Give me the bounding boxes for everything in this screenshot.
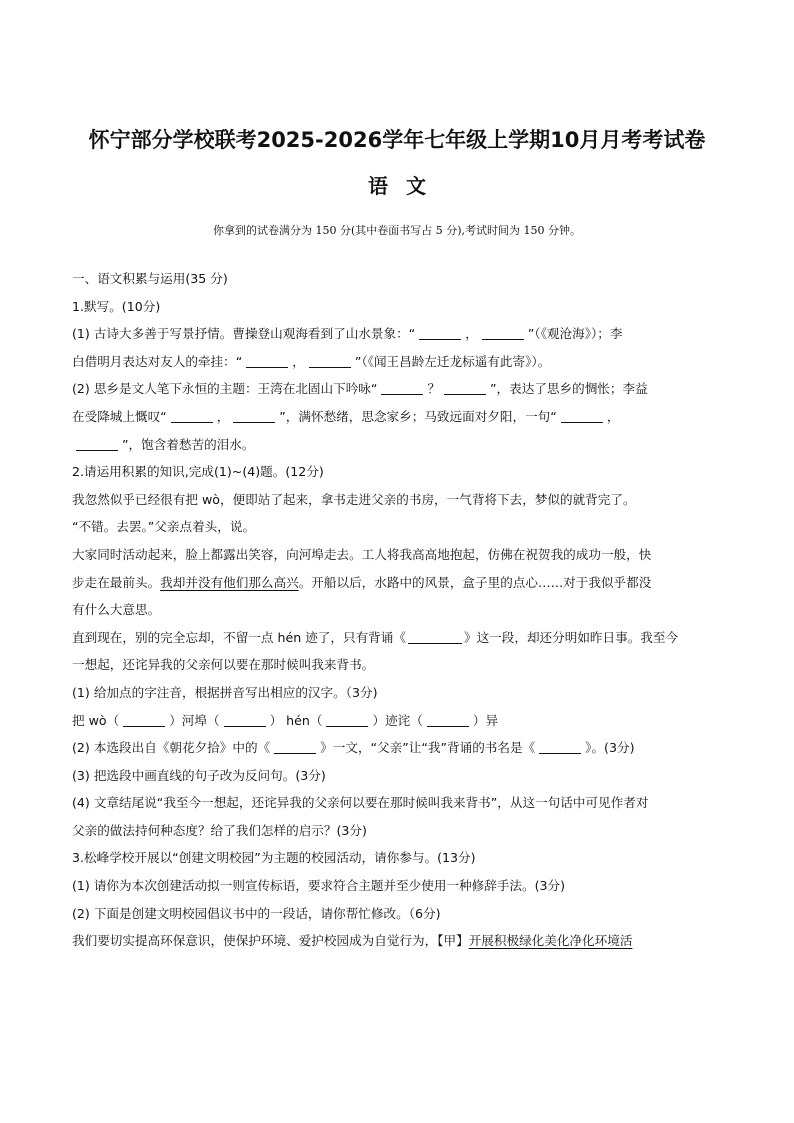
- page-title: 怀宁部分学校联考2025-2026学年七年级上学期10月月考考试卷: [88, 128, 706, 152]
- answer-blank[interactable]: [171, 408, 213, 423]
- passage-paragraph: 我忽然似乎已经很有把 wò，便即站了起来，拿书走进父亲的书房，一气背将下去，梦似的就背完了。: [72, 491, 636, 507]
- answer-blank[interactable]: [309, 353, 351, 368]
- answer-blank[interactable]: [76, 436, 118, 451]
- answer-blank[interactable]: [539, 739, 581, 754]
- exam-body: [72, 265, 722, 955]
- answer-blank[interactable]: [482, 325, 524, 340]
- question-1-part-2-cont: 在受降城上慨叹“ ， ”，满怀愁绪，思念家乡；马致远面对夕阳，一句“ ，: [72, 408, 620, 424]
- underlined-sentence: 我却并没有他们那么高兴: [160, 574, 299, 590]
- question-2-sub-1-fill: 把 wò（ ）河埠（ ） hén（ ）迹诧（ ）异: [72, 712, 499, 728]
- question-2-sub-2: (2) 本选段出自《朝花夕拾》中的《 》一文，“父亲”让“我”背诵的书名是《 》。(3分): [72, 740, 635, 756]
- passage-paragraph-cont: 有什么大意思。: [72, 602, 161, 618]
- question-3-sub-2: (2) 下面是创建文明校园倡议书中的一段话，请你帮忙修改。（6分): [72, 905, 441, 921]
- question-3-paragraph: 我们要切实提高环保意识，使保护环境、爱护校园成为自觉行为，【甲】开展积极绿化美化净化环境活: [72, 933, 633, 949]
- answer-blank[interactable]: [408, 629, 462, 644]
- question-2-sub-4: (4) 文章结尾说“我至今一想起，还诧异我的父亲何以要在那时候叫我来背书”，从这一句话中可见作者对: [72, 795, 649, 811]
- question-1-part-1-cont: 白借明月表达对友人的牵挂：“ ， ”（《闻王昌龄左迁龙标遥有此寄》）。: [72, 353, 551, 369]
- answer-blank[interactable]: [419, 325, 461, 340]
- subject-heading: 语文: [368, 174, 444, 198]
- answer-blank[interactable]: [246, 353, 288, 368]
- question-1-part-2: (2) 思乡是文人笔下永恒的主题：王湾在北固山下吟咏“ ？ ”，表达了思乡的惆怅；李益: [72, 381, 648, 397]
- answer-blank[interactable]: [326, 712, 368, 727]
- question-1-heading: 1.默写。(10分): [72, 298, 161, 314]
- exam-note: 你拿到的试卷满分为 150 分(其中卷面书写占 5 分),考试时间为 150 分钟。: [212, 224, 582, 237]
- answer-blank[interactable]: [561, 408, 603, 423]
- answer-blank[interactable]: [274, 739, 316, 754]
- answer-blank[interactable]: [224, 712, 266, 727]
- underlined-phrase: 开展积极绿化美化净化环境活: [468, 933, 633, 949]
- question-3-heading: 3.松峰学校开展以“创建文明校园”为主题的校园活动，请你参与。(13分): [72, 850, 476, 866]
- passage-paragraph-cont: 一想起，还诧异我的父亲何以要在那时候叫我来背书。: [72, 657, 375, 673]
- passage-paragraph: 直到现在，别的完全忘却，不留一点 hén 迹了，只有背诵《 》这一段，却还分明如昨日事。我至今: [72, 629, 679, 645]
- answer-blank[interactable]: [444, 380, 486, 395]
- question-2-sub-3: (3) 把选段中画直线的句子改为反问句。(3分): [72, 767, 326, 783]
- answer-blank[interactable]: [123, 712, 165, 727]
- answer-blank[interactable]: [381, 380, 423, 395]
- passage-paragraph-cont: 步走在最前头。我却并没有他们那么高兴。开船以后，水路中的风景，盒子里的点心……对于我似乎都没: [72, 574, 652, 590]
- passage-paragraph: 大家同时活动起来，脸上都露出笑容，向河埠走去。工人将我高高地抱起，仿佛在祝贺我的成功一般，快: [72, 546, 652, 562]
- question-1-part-2-end: ”，饱含着愁苦的泪水。: [72, 431, 722, 459]
- question-2-heading: 2.请运用积累的知识,完成(1)~(4)题。(12分): [72, 464, 324, 480]
- question-3-sub-1: (1) 请你为本次创建活动拟一则宣传标语，要求符合主题并至少使用一种修辞手法。(3分): [72, 878, 566, 894]
- answer-blank[interactable]: [233, 408, 275, 423]
- answer-blank[interactable]: [427, 712, 469, 727]
- passage-paragraph: “不错。去罢。”父亲点着头，说。: [72, 519, 256, 535]
- section-heading: 一、语文积累与运用(35 分): [72, 271, 228, 286]
- question-2-sub-1: (1) 给加点的字注音，根据拼音写出相应的汉字。（3分): [72, 684, 378, 700]
- question-1-part-1: (1) 古诗大多善于写景抒情。曹操登山观海看到了山水景象：“ ， ”（《观沧海》）；李: [72, 326, 623, 342]
- question-2-sub-4-cont: 父亲的做法持何种态度？给了我们怎样的启示？(3分): [72, 822, 367, 838]
